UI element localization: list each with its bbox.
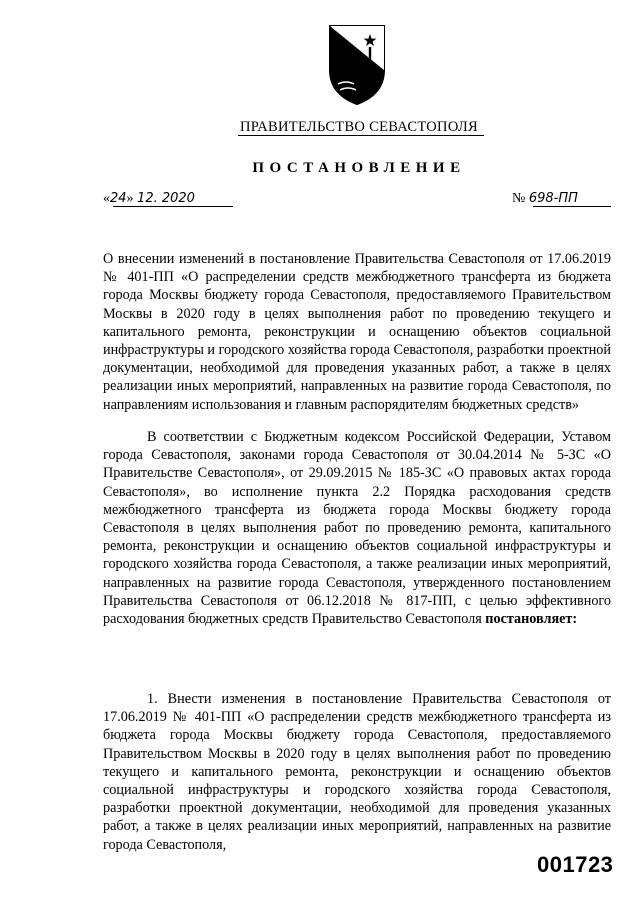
number-handwritten: 698-ПП	[528, 191, 578, 206]
document-number	[512, 191, 578, 207]
decree-colon: :	[572, 611, 578, 628]
sevastopol-coat-of-arms-icon	[326, 24, 388, 106]
decree-word: постановляет	[485, 611, 573, 628]
issuing-organization: ПРАВИТЕЛЬСТВО СЕВАСТОПОЛЯ	[240, 119, 478, 135]
date-underline	[113, 206, 233, 207]
number-sign: №	[512, 191, 526, 206]
date-close-quote: »	[126, 191, 134, 206]
date-open-quote: «	[103, 191, 110, 206]
date-day-handwritten: 24	[110, 191, 127, 206]
decree-title: О внесении изменений в постановление Правительства Севастополя от 17.06.2019 № 401-ПП «О распределении средств межбюджетного трансферта из бюджета города Москвы бюджету города Севастополя, предоставляемого Правительством Москвы в 2020 году в целях выполнения работ по проведению текущего и капитального ремонта, реконструкции и оснащению объектов социальной инфраструктуры и городского хозяйства города Севастополя, разработки проектной документации, необходимой для проведения указанных работ, а также в целях реализации иных мероприятий, направленных на развитие города Севастополя, по направлениям использования и главным распорядителям бюджетных средств»	[103, 251, 611, 413]
preamble-paragraph	[103, 428, 611, 628]
document-date	[103, 191, 195, 207]
organization-underline	[238, 135, 484, 136]
preamble-text: В соответствии с Бюджетным кодексом Российской Федерации, Уставом города Севастополя, законами города Севастополя от 30.04.2014 № 5-ЗС «О Правительстве Севастополя», от 29.09.2015 № 185-ЗС «О правовых актах города Севастополя», во исполнение пункта 2.2 Порядка расходования средств межбюджетного трансферта из бюджета города Москвы бюджету города Севастополя в целях выполнения работ по проведению ремонта, капитального ремонта, реконструкции и оснащению объектов социальной инфраструктуры и городского хозяйства города Севастополя, а также реализации иных мероприятий, направленных на развитие города Севастополя, утвержденного постановлением Правительства Севастополя от 06.12.2018 № 817-ПП, с целью эффективного расходования бюджетных средств Правительство Севастополя	[103, 429, 611, 628]
item-1-paragraph: 1. Внести изменения в постановление Правительства Севастополя от 17.06.2019 № 401-ПП «О распределении средств межбюджетного трансферта из бюджета города Москвы бюджету города Севастополя, предоставляемого Правительством Москвы в 2020 году в целях выполнения работ по проведению текущего и капитального ремонта, реконструкции и оснащению объектов социальной инфраструктуры и городского хозяйства города Севастополя, разработки проектной документации, необходимой для проведения указанных работ, а также в целях реализации иных мероприятий, направленных на развитие города Севастополя,	[103, 691, 611, 853]
number-underline	[533, 206, 611, 207]
date-month-year-handwritten: 12. 2020	[137, 191, 195, 206]
document-type-heading: ПОСТАНОВЛЕНИЕ	[252, 160, 466, 176]
serial-number: 001723	[537, 852, 614, 877]
